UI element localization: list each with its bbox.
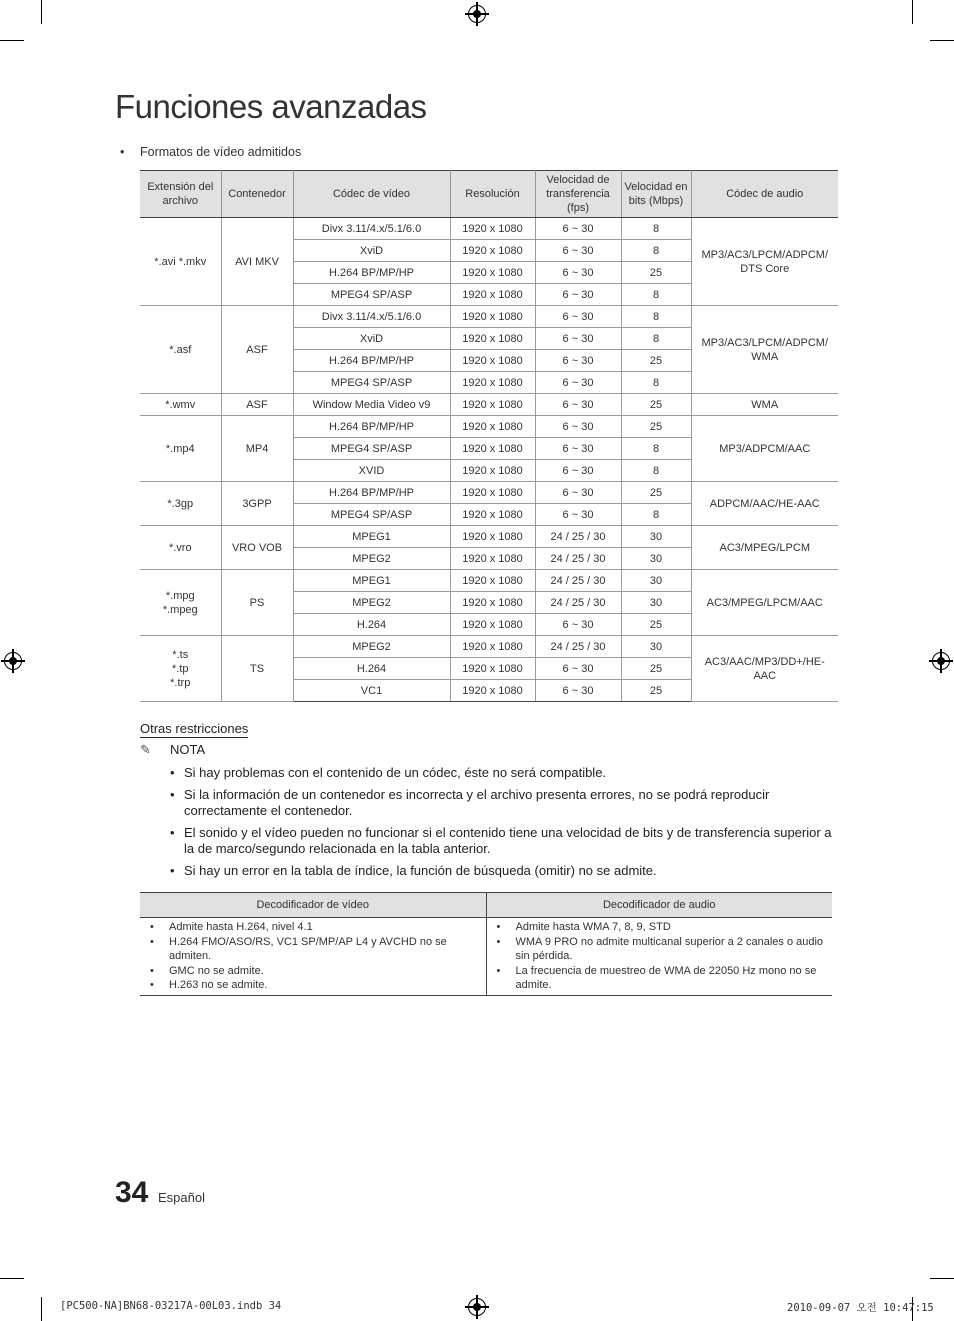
cell-video-codec: MPEG4 SP/ASP [293, 438, 450, 460]
cell-bit-rate: 8 [621, 218, 691, 240]
page-number: 34 [115, 1176, 149, 1209]
header-video-codec: Códec de vídeo [293, 171, 450, 218]
table-row [140, 570, 838, 592]
list-item-text: H.263 no se admite. [169, 979, 268, 991]
cell-frame-rate: 6 ~ 30 [535, 416, 621, 438]
cell-resolution: 1920 x 1080 [450, 350, 535, 372]
cell-frame-rate: 6 ~ 30 [535, 240, 621, 262]
cell-resolution: 1920 x 1080 [450, 548, 535, 570]
note-text: Si hay un error en la tabla de índice, la función de búsqueda (omitir) no se admite. [184, 863, 657, 878]
cell-container: ASF [221, 394, 293, 416]
header-frame-rate: Velocidad de transferencia (fps) [535, 171, 621, 218]
list-item-text: WMA 9 PRO no admite multicanal superior a 2 canales o audio sin pérdida. [515, 935, 824, 962]
cell-video-codec: H.264 BP/MP/HP [293, 416, 450, 438]
cell-bit-rate: 25 [621, 680, 691, 702]
cell-video-codec: Window Media Video v9 [293, 394, 450, 416]
cell-frame-rate: 6 ~ 30 [535, 482, 621, 504]
cell-video-codec: H.264 [293, 658, 450, 680]
cell-bit-rate: 30 [621, 636, 691, 658]
crop-mark [930, 1278, 954, 1279]
cell-frame-rate: 6 ~ 30 [535, 350, 621, 372]
cell-container: MP4 [221, 416, 293, 482]
bullet-icon: • [170, 825, 175, 840]
list-item [146, 920, 480, 935]
cell-video-codec: MPEG1 [293, 526, 450, 548]
note-item [170, 863, 840, 879]
cell-resolution: 1920 x 1080 [450, 284, 535, 306]
bullet-icon: • [496, 964, 501, 977]
cell-bit-rate: 8 [621, 438, 691, 460]
cell-bit-rate: 25 [621, 658, 691, 680]
cell-extension: *.ts *.tp *.trp [140, 636, 221, 702]
header-bit-rate: Velocidad en bits (Mbps) [621, 171, 691, 218]
cell-container: TS [221, 636, 293, 702]
cell-bit-rate: 25 [621, 262, 691, 284]
cell-frame-rate: 6 ~ 30 [535, 262, 621, 284]
list-item-text: GMC no se admite. [169, 964, 264, 977]
cell-extension: *.asf [140, 306, 221, 394]
cell-video-codec: XviD [293, 328, 450, 350]
cell-resolution: 1920 x 1080 [450, 328, 535, 350]
cell-video-codec: Divx 3.11/4.x/5.1/6.0 [293, 218, 450, 240]
cell-frame-rate: 6 ~ 30 [535, 306, 621, 328]
cell-frame-rate: 24 / 25 / 30 [535, 636, 621, 658]
cell-frame-rate: 24 / 25 / 30 [535, 592, 621, 614]
note-text: El sonido y el vídeo pueden no funcionar si el contenido tiene una velocidad de bits y de transferencia superior a la de marco/segundo relacionada en la tabla anterior. [184, 825, 832, 856]
header-extension: Extensión del archivo [140, 171, 221, 218]
cell-container: VRO VOB [221, 526, 293, 570]
cell-extension: *.vro [140, 526, 221, 570]
cell-resolution: 1920 x 1080 [450, 262, 535, 284]
cell-video-codec: Divx 3.11/4.x/5.1/6.0 [293, 306, 450, 328]
header-audio-decoder: Decodificador de audio [486, 893, 832, 918]
cell-audio-codec: ADPCM/AAC/HE-AAC [691, 482, 838, 526]
cell-video-codec: MPEG4 SP/ASP [293, 284, 450, 306]
crop-mark [930, 40, 954, 41]
crop-mark [0, 1278, 24, 1279]
bullet-icon: • [496, 935, 501, 948]
cell-bit-rate: 30 [621, 570, 691, 592]
cell-resolution: 1920 x 1080 [450, 614, 535, 636]
list-item [146, 964, 480, 979]
cell-resolution: 1920 x 1080 [450, 570, 535, 592]
list-item-text: La frecuencia de muestreo de WMA de 22050 Hz mono no se admite. [515, 964, 817, 991]
cell-audio-codec: AC3/MPEG/LPCM [691, 526, 838, 570]
cell-audio-codec: MP3/ADPCM/AAC [691, 416, 838, 482]
cell-video-codec: XVID [293, 460, 450, 482]
print-file-info: [PC500-NA]BN68-03217A-00L03.indb 34 [60, 1300, 282, 1312]
cell-frame-rate: 6 ~ 30 [535, 438, 621, 460]
registration-mark-icon [468, 1298, 486, 1316]
cell-bit-rate: 8 [621, 372, 691, 394]
cell-resolution: 1920 x 1080 [450, 658, 535, 680]
bullet-icon: • [150, 921, 154, 933]
cell-audio-codec: AC3/AAC/MP3/DD+/HE- AAC [691, 636, 838, 702]
cell-video-codec: H.264 [293, 614, 450, 636]
page-title: Funciones avanzadas [115, 88, 427, 125]
crop-mark [912, 0, 913, 24]
cell-bit-rate: 25 [621, 482, 691, 504]
cell-resolution: 1920 x 1080 [450, 504, 535, 526]
note-item [170, 787, 840, 819]
table-row [140, 416, 838, 438]
bullet-icon: • [496, 921, 501, 933]
crop-mark [0, 40, 24, 41]
cell-video-codec: MPEG2 [293, 548, 450, 570]
cell-bit-rate: 8 [621, 306, 691, 328]
bullet-icon: • [150, 979, 154, 991]
cell-frame-rate: 24 / 25 / 30 [535, 526, 621, 548]
cell-bit-rate: 8 [621, 328, 691, 350]
cell-resolution: 1920 x 1080 [450, 218, 535, 240]
note-item [170, 765, 840, 781]
bullet-icon: • [120, 145, 125, 159]
cell-resolution: 1920 x 1080 [450, 526, 535, 548]
list-item [493, 935, 827, 964]
cell-resolution: 1920 x 1080 [450, 592, 535, 614]
cell-bit-rate: 30 [621, 526, 691, 548]
cell-container: 3GPP [221, 482, 293, 526]
cell-video-codec: MPEG2 [293, 592, 450, 614]
bullet-icon: • [150, 964, 154, 977]
cell-video-codec: XviD [293, 240, 450, 262]
cell-resolution: 1920 x 1080 [450, 416, 535, 438]
cell-extension: *.avi *.mkv [140, 218, 221, 306]
cell-video-codec: H.264 BP/MP/HP [293, 482, 450, 504]
intro-bullet [120, 145, 301, 159]
cell-bit-rate: 8 [621, 240, 691, 262]
cell-audio-codec: MP3/AC3/LPCM/ADPCM/ WMA [691, 306, 838, 394]
header-video-decoder: Decodificador de vídeo [140, 893, 486, 918]
registration-mark-icon [932, 652, 950, 670]
cell-bit-rate: 25 [621, 350, 691, 372]
list-item [493, 920, 827, 935]
cell-bit-rate: 8 [621, 504, 691, 526]
bullet-icon: • [170, 787, 175, 802]
list-item [146, 978, 480, 993]
cell-bit-rate: 8 [621, 460, 691, 482]
crop-mark [41, 0, 42, 24]
cell-frame-rate: 6 ~ 30 [535, 658, 621, 680]
audio-decoder-cell [486, 918, 832, 996]
cell-resolution: 1920 x 1080 [450, 460, 535, 482]
table-row [140, 306, 838, 328]
note-text: Si hay problemas con el contenido de un códec, éste no será compatible. [184, 765, 607, 780]
print-timestamp: 2010-09-07 오전 10:47:15 [787, 1302, 934, 1314]
cell-resolution: 1920 x 1080 [450, 680, 535, 702]
cell-audio-codec: MP3/AC3/LPCM/ADPCM/ DTS Core [691, 218, 838, 306]
list-item [146, 935, 480, 964]
list-item [493, 964, 827, 993]
header-audio-codec: Códec de audio [691, 171, 838, 218]
cell-video-codec: H.264 BP/MP/HP [293, 350, 450, 372]
cell-bit-rate: 25 [621, 394, 691, 416]
cell-resolution: 1920 x 1080 [450, 394, 535, 416]
cell-frame-rate: 6 ~ 30 [535, 218, 621, 240]
cell-resolution: 1920 x 1080 [450, 482, 535, 504]
cell-container: ASF [221, 306, 293, 394]
cell-audio-codec: WMA [691, 394, 838, 416]
note-label-text: NOTA [170, 742, 206, 757]
cell-extension: *.mpg *.mpeg [140, 570, 221, 636]
cell-video-codec: VC1 [293, 680, 450, 702]
video-decoder-cell [140, 918, 486, 996]
notes-list [170, 765, 840, 885]
other-restrictions-heading: Otras restricciones [140, 721, 249, 736]
pencil-icon: ✎ [140, 742, 151, 757]
cell-resolution: 1920 x 1080 [450, 636, 535, 658]
cell-resolution: 1920 x 1080 [450, 438, 535, 460]
cell-video-codec: MPEG1 [293, 570, 450, 592]
bullet-icon: • [170, 863, 175, 878]
table-row [140, 394, 838, 416]
cell-frame-rate: 6 ~ 30 [535, 394, 621, 416]
cell-frame-rate: 6 ~ 30 [535, 284, 621, 306]
table-row [140, 636, 838, 658]
page-language: Español [158, 1190, 205, 1205]
formats-table [140, 170, 838, 702]
bullet-icon: • [170, 765, 175, 780]
list-item-text: H.264 FMO/ASO/RS, VC1 SP/MP/AP L4 y AVCHD no se admiten. [169, 935, 447, 962]
intro-bullet-text: Formatos de vídeo admitidos [140, 145, 302, 159]
header-resolution: Resolución [450, 171, 535, 218]
table-row [140, 218, 838, 240]
cell-resolution: 1920 x 1080 [450, 306, 535, 328]
cell-resolution: 1920 x 1080 [450, 372, 535, 394]
cell-audio-codec: AC3/MPEG/LPCM/AAC [691, 570, 838, 636]
cell-extension: *.3gp [140, 482, 221, 526]
cell-bit-rate: 30 [621, 592, 691, 614]
header-container: Contenedor [221, 171, 293, 218]
cell-frame-rate: 6 ~ 30 [535, 504, 621, 526]
registration-mark-icon [468, 5, 486, 23]
note-item [170, 825, 840, 857]
cell-video-codec: MPEG4 SP/ASP [293, 504, 450, 526]
note-label [140, 742, 205, 758]
note-text: Si la información de un contenedor es incorrecta y el archivo presenta errores, no se podrá reproducir correctamente el contenedor. [184, 787, 770, 818]
cell-video-codec: MPEG4 SP/ASP [293, 372, 450, 394]
cell-frame-rate: 6 ~ 30 [535, 372, 621, 394]
cell-extension: *.mp4 [140, 416, 221, 482]
cell-video-codec: MPEG2 [293, 636, 450, 658]
bullet-icon: • [150, 935, 154, 948]
cell-frame-rate: 24 / 25 / 30 [535, 570, 621, 592]
crop-mark [41, 1297, 42, 1321]
cell-bit-rate: 30 [621, 548, 691, 570]
cell-extension: *.wmv [140, 394, 221, 416]
cell-resolution: 1920 x 1080 [450, 240, 535, 262]
list-item-text: Admite hasta H.264, nivel 4.1 [169, 921, 313, 933]
table-row [140, 482, 838, 504]
cell-bit-rate: 25 [621, 416, 691, 438]
cell-frame-rate: 6 ~ 30 [535, 680, 621, 702]
cell-video-codec: H.264 BP/MP/HP [293, 262, 450, 284]
formats-table-header [140, 171, 838, 218]
cell-frame-rate: 6 ~ 30 [535, 614, 621, 636]
cell-bit-rate: 8 [621, 284, 691, 306]
decoder-table [140, 892, 832, 996]
list-item-text: Admite hasta WMA 7, 8, 9, STD [515, 921, 671, 933]
registration-mark-icon [4, 652, 22, 670]
cell-frame-rate: 24 / 25 / 30 [535, 548, 621, 570]
cell-bit-rate: 25 [621, 614, 691, 636]
table-row [140, 526, 838, 548]
cell-container: PS [221, 570, 293, 636]
cell-frame-rate: 6 ~ 30 [535, 460, 621, 482]
cell-container: AVI MKV [221, 218, 293, 306]
cell-frame-rate: 6 ~ 30 [535, 328, 621, 350]
